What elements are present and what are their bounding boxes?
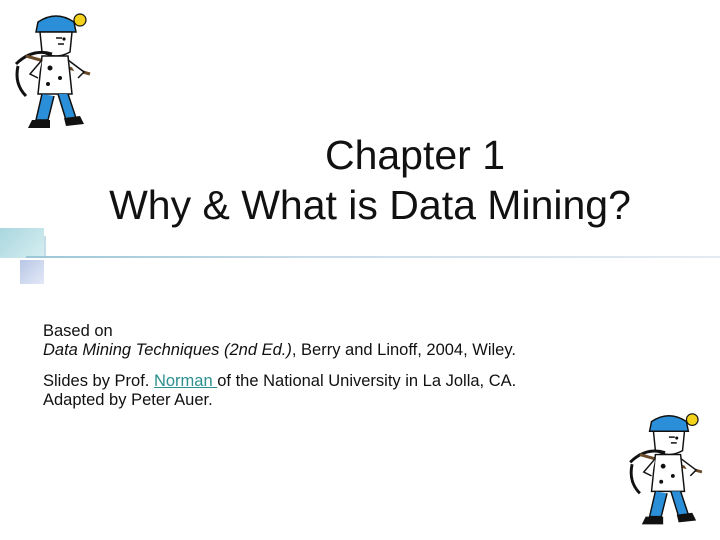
title-underline xyxy=(26,256,720,258)
title-accent-tick xyxy=(44,236,46,256)
book-title: Data Mining Techniques (2nd Ed.) xyxy=(43,341,292,359)
title-line-1: Chapter 1 xyxy=(324,132,506,178)
based-on-text: Based on xyxy=(43,322,113,340)
slide-body xyxy=(43,322,693,410)
adapted-by-text: Adapted by Peter Auer. xyxy=(43,391,213,409)
norman-link[interactable]: Norman xyxy=(153,372,218,390)
slides-credit-prefix: Slides by Prof. xyxy=(43,372,154,390)
title-accent-square-secondary xyxy=(20,260,44,284)
slides-credit xyxy=(43,372,693,391)
book-reference xyxy=(43,341,693,360)
miner-clipart-icon xyxy=(12,8,98,140)
title-line-2: Why & What is Data Mining? xyxy=(109,182,631,228)
book-details: , Berry and Linoff, 2004, Wiley. xyxy=(291,341,516,359)
miner-clipart-icon xyxy=(626,408,710,536)
slides-credit-suffix: of the National University in La Jolla, CA. xyxy=(217,372,517,390)
title-accent-square xyxy=(0,228,44,258)
slide-title xyxy=(40,130,700,230)
